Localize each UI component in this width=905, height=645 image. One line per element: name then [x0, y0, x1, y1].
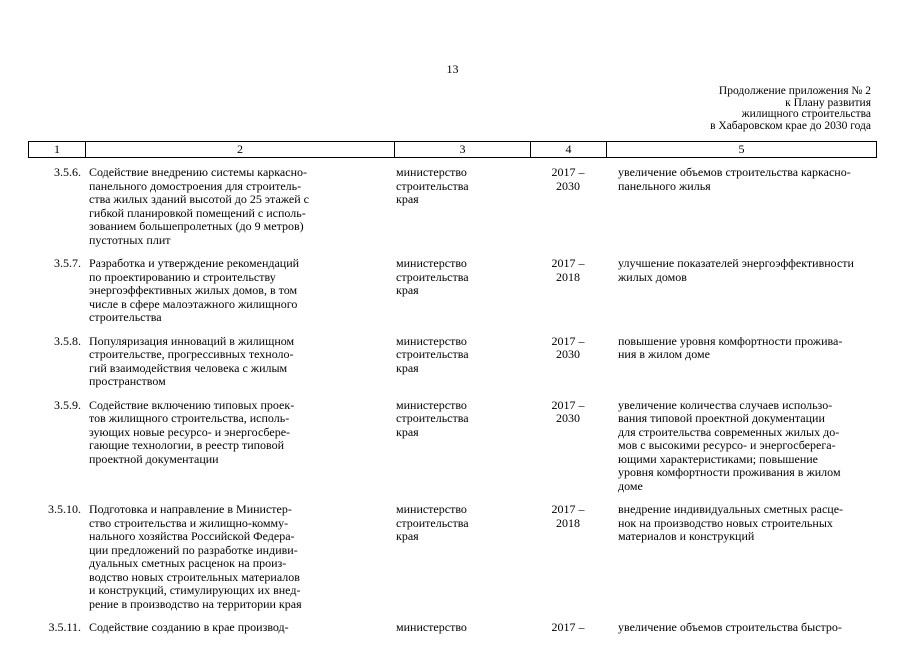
- implementation-period-line: 2017 –: [551, 256, 585, 270]
- table-row: [28, 335, 877, 389]
- responsible-executor-line: строительства: [396, 178, 469, 193]
- expected-result: [606, 503, 877, 611]
- expected-result-line: увеличение объемов строительства быстро-: [618, 620, 842, 634]
- responsible-executor-line: края: [396, 192, 419, 206]
- row-number: 3.5.6.: [54, 165, 81, 179]
- expected-result: [606, 335, 877, 389]
- responsible-executor-line: строительства: [396, 515, 469, 530]
- measure-description-line: водство новых строительных материалов: [89, 569, 300, 584]
- header-note-line: жилищного строительства: [741, 108, 871, 120]
- row-number: 3.5.7.: [54, 256, 81, 270]
- measure-description: [89, 399, 394, 494]
- table-row: [28, 166, 877, 247]
- measure-description-line: гий взаимодействия человека с жилым: [89, 360, 288, 375]
- responsible-executor: [394, 621, 530, 635]
- responsible-executor-line: строительства: [396, 347, 469, 361]
- measure-description: [89, 166, 394, 247]
- responsible-executor-line: министерство: [396, 333, 467, 348]
- implementation-period-line: 2030: [556, 178, 580, 193]
- responsible-executor: [394, 503, 530, 611]
- header-note-line: Продолжение приложения № 2: [718, 85, 871, 97]
- responsible-executor: [394, 335, 530, 389]
- row-number: 3.5.11.: [48, 620, 81, 634]
- measure-description-line: нального хозяйства Российской Федера-: [89, 529, 295, 543]
- expected-result-line: жилых домов: [618, 269, 687, 284]
- column-header-5: 5: [738, 142, 745, 156]
- measure-description-line: строительства: [89, 310, 162, 324]
- measure-description-line: дуальных сметных расценок на произ-: [89, 556, 287, 570]
- expected-result-line: увеличение объемов строительства каркасно-: [618, 165, 851, 179]
- row-number: 3.5.10.: [48, 502, 81, 516]
- measure-description-line: панельного домостроения для строитель-: [89, 178, 302, 193]
- expected-result-line: ния в жилом доме: [618, 347, 710, 361]
- table-column-header: [28, 141, 877, 158]
- expected-result-line: мов с высокими ресурсо- и энергосберега-: [618, 438, 836, 452]
- measure-description-line: проектной документации: [89, 451, 219, 466]
- measure-description-line: Подготовка и направление в Министер-: [89, 502, 292, 516]
- measure-description-line: Содействие созданию в крае производ-: [89, 620, 289, 634]
- expected-result: [606, 621, 877, 635]
- measure-description-line: пустотных плит: [89, 232, 171, 247]
- expected-result-line: улучшение показателей энергоэффективности: [618, 256, 854, 270]
- expected-result: [606, 166, 877, 247]
- implementation-period: [530, 257, 606, 325]
- expected-result-line: для строительства современных жилых до-: [618, 424, 840, 439]
- measure-description-line: числе в сфере малоэтажного жилищного: [89, 296, 298, 311]
- measure-description-line: строительстве, прогрессивных техноло-: [89, 347, 294, 361]
- expected-result-line: вания типовой проектной документации: [618, 411, 825, 425]
- expected-result: [606, 399, 877, 494]
- expected-result-line: доме: [618, 478, 643, 493]
- expected-result-line: уровня комфортности проживания в жилом: [618, 465, 841, 479]
- header-note-line: к Плану развития: [785, 96, 871, 109]
- responsible-executor-line: министерство: [396, 502, 467, 516]
- responsible-executor-line: строительства: [396, 411, 469, 425]
- measure-description-line: пространством: [89, 374, 166, 388]
- implementation-period-line: 2017 –: [551, 502, 585, 516]
- column-header-2: 2: [86, 142, 395, 157]
- implementation-period: [530, 335, 606, 389]
- measure-description-line: тов жилищного строительства, исполь-: [89, 411, 290, 425]
- implementation-period-line: 2018: [556, 269, 580, 284]
- page-number: 13: [446, 62, 459, 76]
- responsible-executor-line: министерство: [396, 256, 467, 270]
- implementation-period-line: 2030: [556, 411, 580, 425]
- expected-result-line: материалов и конструкций: [618, 529, 755, 543]
- measure-description-line: Популяризация инноваций в жилищном: [89, 333, 295, 348]
- implementation-period-line: 2017 –: [551, 620, 585, 634]
- column-header-4: 4: [531, 142, 607, 157]
- responsible-executor-line: министерство: [396, 620, 467, 634]
- measure-description-line: гающие технологии, в реестр типовой: [89, 438, 285, 452]
- measure-description: [89, 335, 394, 389]
- expected-result-line: увеличение количества случаев использо-: [618, 397, 833, 412]
- measure-description-line: зованием большепролетных (до 9 метров): [89, 219, 304, 233]
- measure-description-line: рение в производство на территории края: [89, 596, 302, 611]
- measure-description-line: ства жилых зданий высотой до 25 этажей с: [89, 192, 309, 206]
- responsible-executor-line: министерство: [396, 165, 467, 179]
- implementation-period-line: 2017 –: [551, 397, 585, 412]
- expected-result-line: ющими характеристиками; повышение: [618, 451, 819, 466]
- responsible-executor-line: края: [396, 283, 419, 297]
- header-note-line: в Хабаровском крае до 2030 года: [710, 119, 871, 132]
- implementation-period: [530, 621, 606, 635]
- implementation-period: [530, 399, 606, 494]
- measure-description: [89, 257, 394, 325]
- implementation-period: [530, 166, 606, 247]
- measure-description-line: по проектированию и строительству: [89, 269, 276, 284]
- measure-description-line: Содействие внедрению системы каркасно-: [89, 165, 307, 179]
- table-body: [28, 166, 877, 645]
- measure-description-line: Содействие включению типовых проек-: [89, 397, 295, 412]
- expected-result-line: панельного жилья: [618, 178, 711, 193]
- table-row: [28, 399, 877, 494]
- implementation-period-line: 2018: [556, 515, 580, 530]
- responsible-executor-line: края: [396, 360, 419, 375]
- expected-result-line: повышение уровня комфортности прожива-: [618, 333, 843, 348]
- measure-description-line: и конструкций, стимулирующих их внед-: [89, 583, 301, 597]
- responsible-executor-line: министерство: [396, 397, 467, 412]
- column-header-3: 3: [395, 142, 531, 157]
- implementation-period-line: 2030: [556, 347, 580, 361]
- table-row: [28, 257, 877, 325]
- column-header-1: 1: [29, 142, 86, 157]
- implementation-period: [530, 503, 606, 611]
- measure-description: [89, 503, 394, 611]
- table-row: [28, 503, 877, 611]
- implementation-period-line: 2017 –: [551, 165, 585, 179]
- table-row: [28, 621, 877, 635]
- measure-description-line: гибкой планировкой помещений с исполь-: [89, 205, 306, 220]
- implementation-period-line: 2017 –: [551, 333, 585, 348]
- measure-description-line: энергоэффективных жилых домов, в том: [89, 283, 298, 297]
- expected-result-line: нок на производство новых строительных: [618, 515, 833, 530]
- measure-description-line: зующих новые ресурсо- и энергосбере-: [89, 424, 291, 439]
- row-number: 3.5.9.: [54, 397, 81, 412]
- row-number: 3.5.8.: [54, 333, 81, 348]
- responsible-executor: [394, 257, 530, 325]
- expected-result-line: внедрение индивидуальных сметных расце-: [618, 502, 844, 516]
- measure-description-line: Разработка и утверждение рекомендаций: [89, 256, 300, 270]
- responsible-executor-line: строительства: [396, 269, 469, 284]
- expected-result: [606, 257, 877, 325]
- responsible-executor-line: края: [396, 424, 419, 439]
- appendix-header-note: [710, 86, 871, 132]
- responsible-executor: [394, 399, 530, 494]
- measure-description-line: ство строительства и жилищно-комму-: [89, 515, 289, 530]
- responsible-executor-line: края: [396, 529, 419, 543]
- responsible-executor: [394, 166, 530, 247]
- measure-description: [89, 621, 394, 635]
- measure-description-line: ции предложений по разработке индиви-: [89, 542, 298, 557]
